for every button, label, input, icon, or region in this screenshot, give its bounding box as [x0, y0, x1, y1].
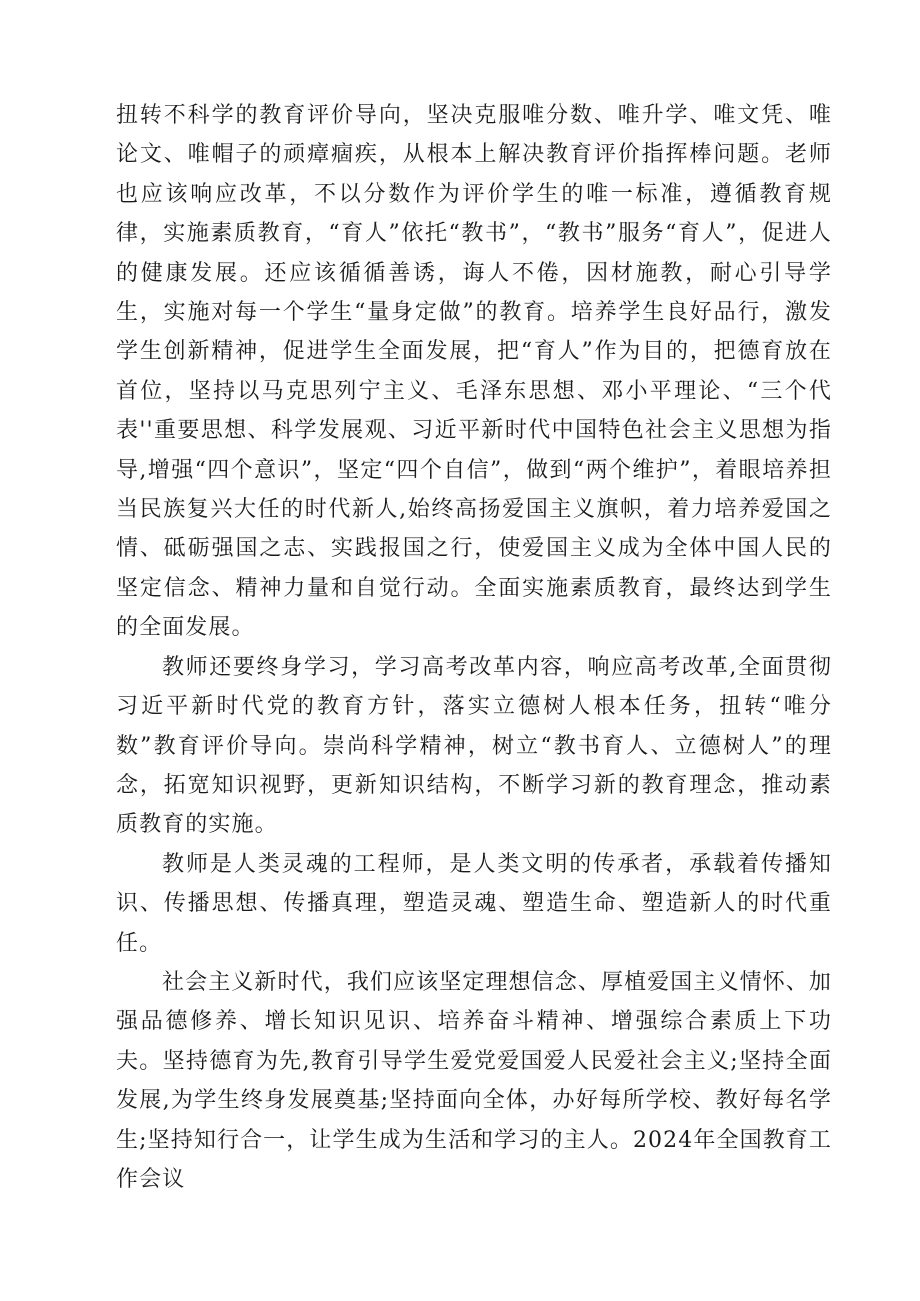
document-body — [116, 96, 832, 1199]
paragraph-new-era: 社会主义新时代，我们应该坚定理想信念、厚植爱国主义情怀、加强品德修养、增长知识见识、培养奋斗精神、增强综合素质上下功夫。坚持德育为先,教育引导学生爱党爱国爱人民爱社会主义;坚持全面发展,为学生终身发展奠基;坚持面向全体，办好每所学校、教好每名学生;坚持知行合一，让学生成为生活和学习的主人。2024年全国教育工作会议 — [116, 969, 832, 1192]
paragraph-evaluation-reform: 扭转不科学的教育评价导向，坚决克服唯分数、唯升学、唯文凭、唯论文、唯帽子的顽瘴痼疾，从根本上解决教育评价指挥棒问题。老师也应该响应改革，不以分数作为评价学生的唯一标准，遵循教育规律，实施素质教育，“育人”依托“教书”，“教书”服务“育人”，促进人的健康发展。还应该循循善诱，诲人不倦，因材施教，耐心引导学生，实施对每一个学生“量身定做”的教育。培养学生良好品行，激发学生创新精神，促进学生全面发展，把“育人”作为目的，把德育放在首位，坚持以马克思列宁主义、毛泽东思想、邓小平理论、“三个代表''重要思想、科学发展观、习近平新时代中国特色社会主义思想为指导,增强“四个意识”，坚定“四个自信”，做到“两个维护”，着眼培养担当民族复兴大任的时代新人,始终高扬爱国主义旗帜，着力培养爱国之情、砥砺强国之志、实践报国之行，使爱国主义成为全体中国人民的坚定信念、精神力量和自觉行动。全面实施素质教育，最终达到学生的全面发展。 — [116, 103, 832, 641]
paragraph-teacher-role: 教师是人类灵魂的工程师，是人类文明的传承者，承载着传播知识、传播思想、传播真理，塑造灵魂、塑造生命、塑造新人的时代重任。 — [116, 851, 832, 956]
paragraph-lifelong-learning: 教师还要终身学习，学习高考改革内容，响应高考改革,全面贯彻习近平新时代党的教育方针，落实立德树人根本任务，扭转“唯分数”教育评价导向。崇尚科学精神，树立“教书育人、立德树人”的理念，拓宽知识视野，更新知识结构，不断学习新的教育理念，推动素质教育的实施。 — [116, 654, 832, 838]
